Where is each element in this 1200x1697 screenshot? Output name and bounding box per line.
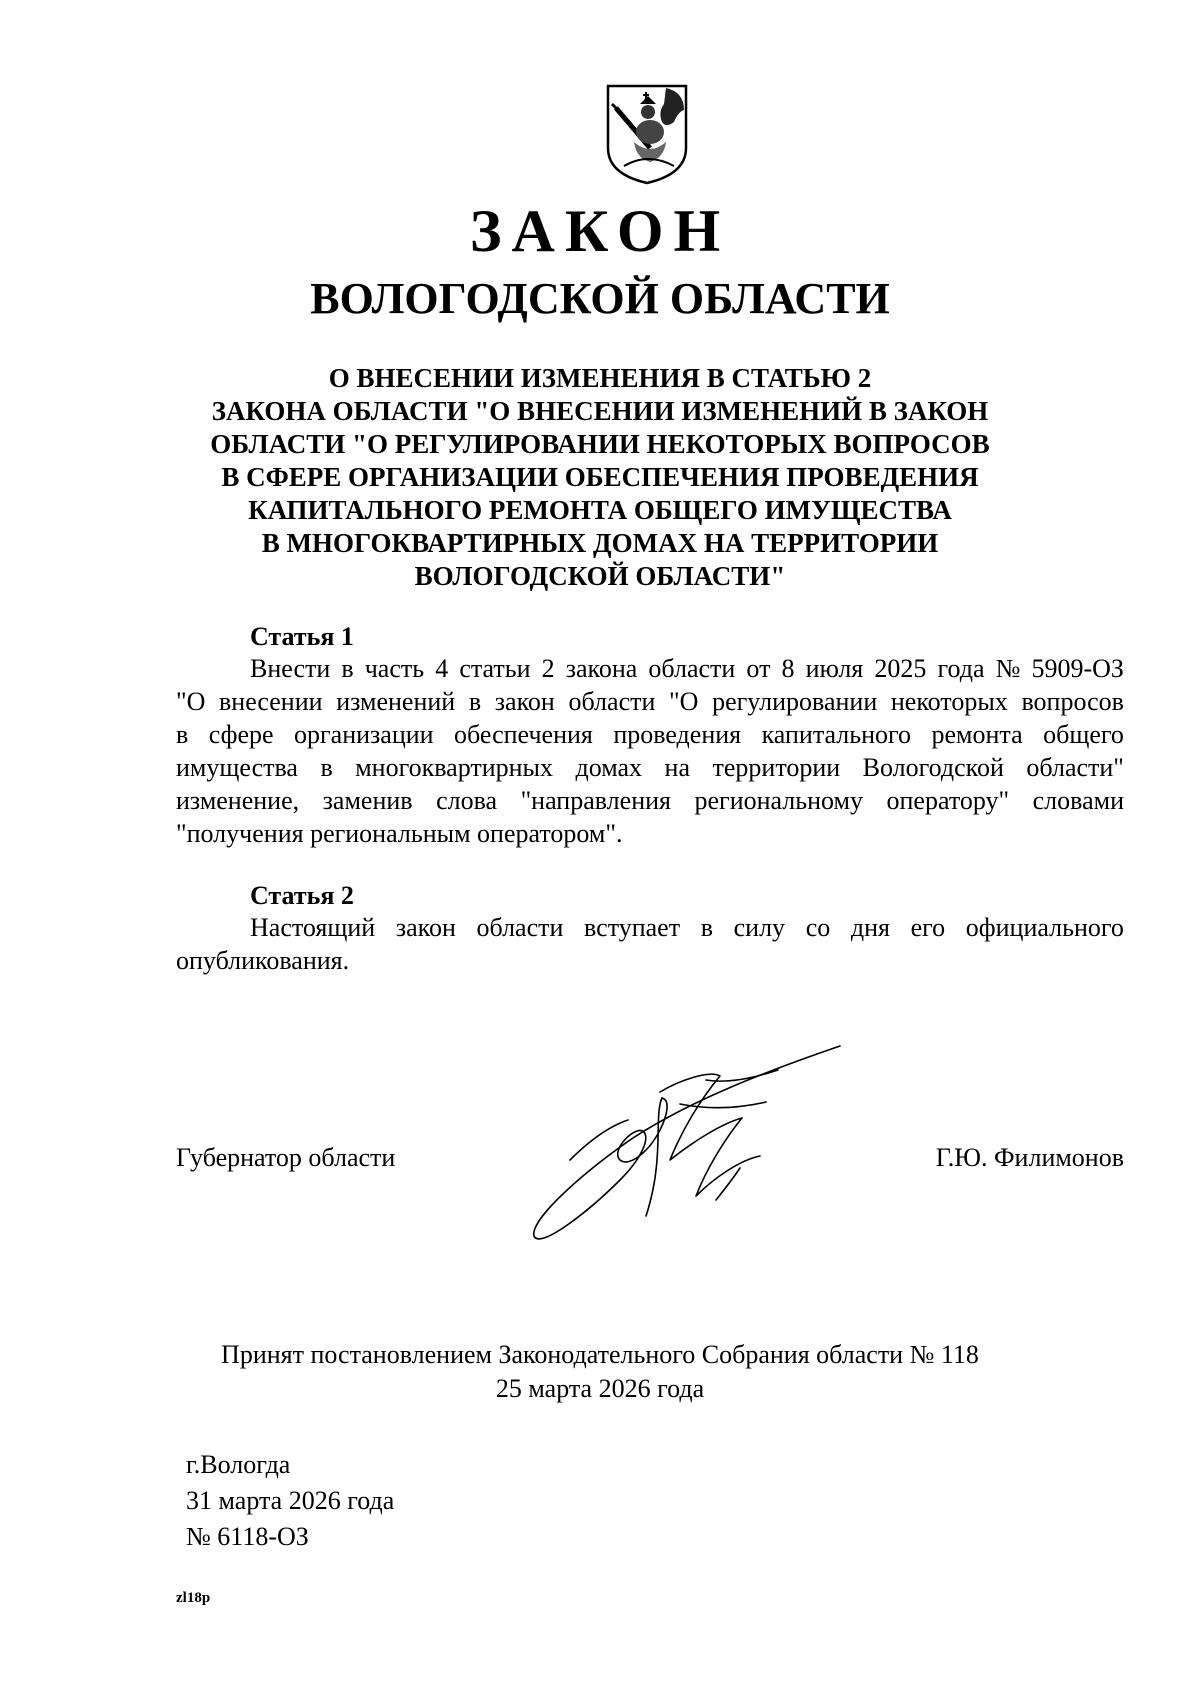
word: "О — [669, 687, 699, 716]
word: его — [910, 913, 946, 942]
article-1-body — [176, 652, 1124, 850]
word: слова — [436, 786, 498, 815]
article-2-line: опубликования. — [176, 946, 350, 975]
word: области — [568, 687, 656, 716]
word: регулировании — [712, 687, 878, 716]
region-title: ВОЛОГОДСКОЙ ОБЛАСТИ — [310, 274, 890, 323]
word: обеспечения — [454, 720, 593, 749]
word: изменений — [336, 687, 456, 716]
word: вступает — [584, 913, 681, 942]
word: области" — [1026, 753, 1124, 782]
word: года — [937, 654, 985, 683]
word: общего — [1043, 720, 1124, 749]
word: территории — [712, 753, 841, 782]
word: некоторых — [890, 687, 1008, 716]
word: со — [805, 913, 831, 942]
word: на — [664, 753, 691, 782]
article-1-line — [176, 685, 1124, 718]
word: многоквартирных — [355, 753, 554, 782]
word: оператору" — [886, 786, 1010, 815]
word: закон — [395, 913, 456, 942]
article-1-line — [250, 652, 1124, 685]
subject-line: В СФЕРЕ ОРГАНИЗАЦИИ ОБЕСПЕЧЕНИЯ ПРОВЕДЕНИЯ — [221, 462, 979, 492]
article-1-line — [176, 718, 1124, 751]
word: "направления — [520, 786, 671, 815]
word: области — [476, 913, 564, 942]
article-1-heading: Статья 1 — [250, 622, 354, 651]
word: июля — [805, 654, 864, 683]
subject-line: О ВНЕСЕНИИ ИЗМЕНЕНИЯ В СТАТЬЮ 2 — [328, 363, 872, 393]
word: словами — [1032, 786, 1124, 815]
word: заменив — [322, 786, 413, 815]
word: капитального — [761, 720, 912, 749]
document-code: zl18p — [176, 1590, 211, 1606]
word: ремонта — [931, 720, 1023, 749]
governor-name: Г.Ю. Филимонов — [935, 1143, 1124, 1172]
word: сфере — [208, 720, 274, 749]
article-1-line: "получения региональным оператором". — [176, 819, 623, 848]
word: в — [468, 687, 482, 716]
word: внесении — [219, 687, 323, 716]
subject-line: В МНОГОКВАРТИРНЫХ ДОМАХ НА ТЕРРИТОРИИ — [261, 528, 939, 558]
word: проведения — [613, 720, 742, 749]
article-2-heading: Статья 2 — [250, 881, 354, 910]
adoption-note — [0, 1338, 1200, 1406]
word: "О — [176, 687, 206, 716]
word: Вологодской — [862, 753, 1004, 782]
document-title: ЗАКОН — [469, 198, 731, 264]
word: в — [341, 654, 354, 683]
word: в — [700, 913, 713, 942]
article-1-line — [176, 784, 1124, 817]
word: часть — [364, 654, 425, 683]
word: статьи — [459, 654, 531, 683]
word: 5909-ОЗ — [1031, 654, 1124, 683]
word: Внести — [250, 654, 331, 683]
word: в — [320, 753, 333, 782]
word: дня — [850, 913, 890, 942]
word: от — [746, 654, 771, 683]
word: области — [648, 654, 736, 683]
word: Настоящий — [250, 913, 376, 942]
adoption-line: Принят постановлением Законодательного Собрания области № 118 — [221, 1340, 979, 1369]
word: 2025 — [874, 654, 927, 683]
word: закон — [494, 687, 555, 716]
word: 8 — [781, 654, 795, 683]
article-2-line — [250, 911, 1124, 944]
word: вопросов — [1021, 687, 1124, 716]
subject-line: ОБЛАСТИ "О РЕГУЛИРОВАНИИ НЕКОТОРЫХ ВОПРОСОВ — [210, 429, 990, 459]
signing-date: 31 марта 2026 года — [186, 1486, 395, 1515]
coat-of-arms-icon — [604, 82, 690, 186]
word: закона — [565, 654, 638, 683]
word: 2 — [541, 654, 555, 683]
word: региональному — [694, 786, 863, 815]
word: 4 — [435, 654, 449, 683]
article-2-body — [176, 911, 1124, 977]
word: силу — [733, 913, 786, 942]
handwritten-signature — [510, 1040, 850, 1250]
word: организации — [293, 720, 434, 749]
subject-line: КАПИТАЛЬНОГО РЕМОНТА ОБЩЕГО ИМУЩЕСТВА — [248, 495, 952, 525]
governor-title: Губернатор области — [176, 1143, 396, 1172]
word: официального — [965, 913, 1124, 942]
article-1-line — [176, 751, 1124, 784]
word: № — [995, 654, 1021, 683]
word: в — [176, 720, 189, 749]
law-subject — [120, 362, 1080, 593]
word: имущества — [176, 753, 298, 782]
adoption-date: 25 марта 2026 года — [495, 1374, 705, 1403]
subject-line: ВОЛОГОДСКОЙ ОБЛАСТИ" — [414, 561, 786, 591]
word: домах — [575, 753, 643, 782]
word: изменение, — [176, 786, 300, 815]
place-and-date — [186, 1447, 394, 1555]
city: г.Вологда — [186, 1450, 291, 1479]
law-number: № 6118-ОЗ — [186, 1522, 309, 1551]
subject-line: ЗАКОНА ОБЛАСТИ "О ВНЕСЕНИИ ИЗМЕНЕНИЙ В ЗАКОН — [211, 396, 989, 426]
